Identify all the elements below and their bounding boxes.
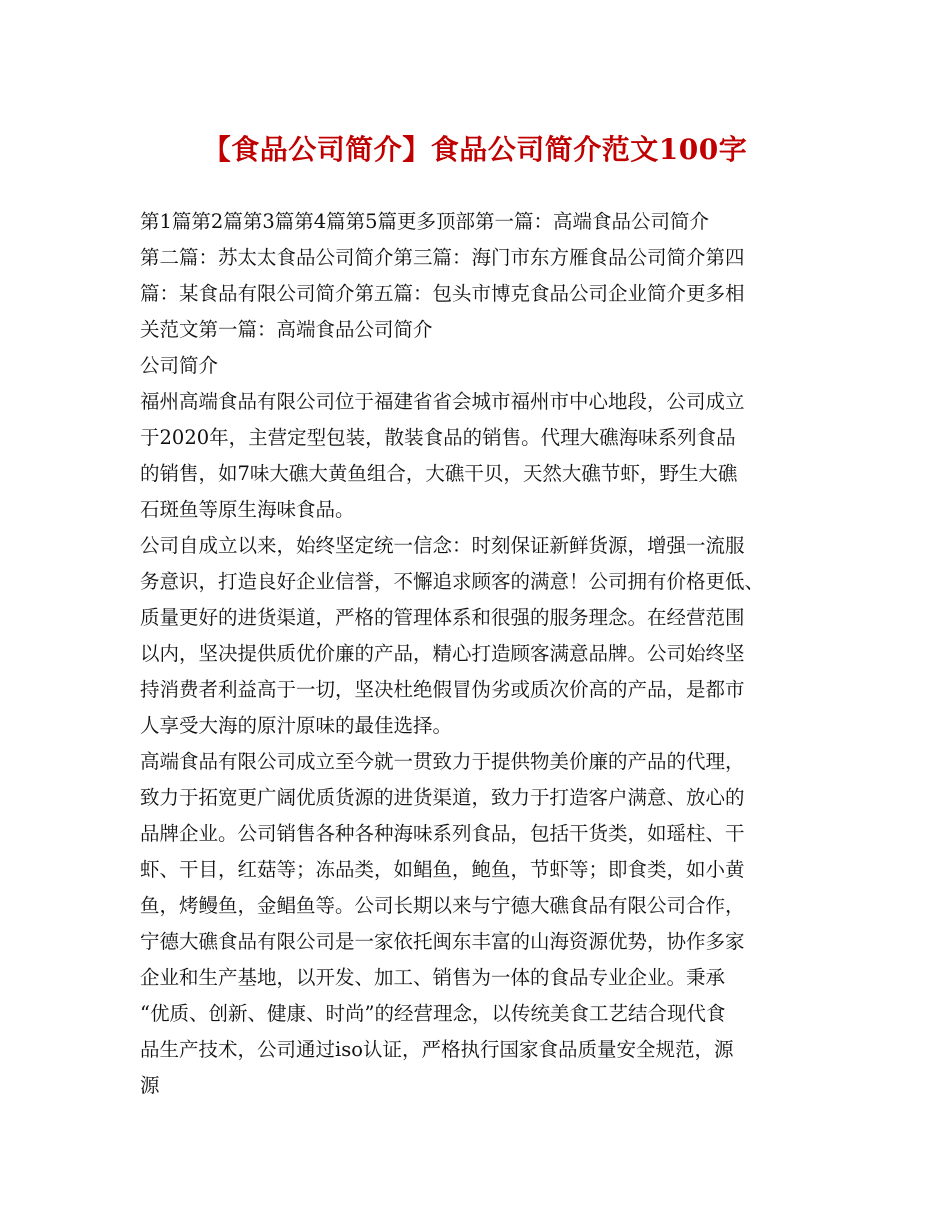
text-line: 高端食品有限公司成立至今就一贯致力于提供物美价廉的产品的代理， <box>140 750 745 773</box>
text-line: 持消费者利益高于一切，坚决杜绝假冒伪劣或质次价高的产品，是都市 <box>140 678 745 701</box>
text-line: 第1篇第2篇第3篇第4篇第5篇更多顶部第一篇：高端食品公司简介 <box>140 210 710 233</box>
text-line: 宁德大礁食品有限公司是一家依托闽东丰富的山海资源优势，协作多家 <box>140 930 745 953</box>
text-line: 企业和生产基地，以开发、加工、销售为一体的食品专业企业。秉承 <box>140 966 726 989</box>
text-line: 第二篇：苏太太食品公司简介第三篇：海门市东方雁食品公司简介第四 <box>140 246 745 269</box>
text-line: 石斑鱼等原生海味食品。 <box>140 498 355 521</box>
text-line: 虾、干目，红菇等；冻品类，如鲳鱼，鲍鱼，节虾等；即食类，如小黄 <box>140 858 745 881</box>
text-line: 人享受大海的原汁原味的最佳选择。 <box>140 714 453 737</box>
text-line: “优质、创新、健康、时尚”的经营理念，以传统美食工艺结合现代食 <box>140 1002 726 1025</box>
text-line: 源 <box>140 1074 160 1097</box>
document-body <box>140 204 818 1104</box>
section-heading: 公司简介 <box>140 354 219 377</box>
text-line: 以内，坚决提供质优价廉的产品，精心打造顾客满意品牌。公司始终坚 <box>140 642 745 665</box>
text-line: 品生产技术，公司通过iso认证，严格执行国家食品质量安全规范，源 <box>140 1038 734 1061</box>
text-line: 于2020年，主营定型包装，散装食品的销售。代理大礁海味系列食品 <box>140 426 736 449</box>
text-line: 质量更好的进货渠道，严格的管理体系和很强的服务理念。在经营范围 <box>140 606 745 629</box>
text-line: 致力于拓宽更广阔优质货源的进货渠道，致力于打造客户满意、放心的 <box>140 786 745 809</box>
text-line: 品牌企业。公司销售各种各种海味系列食品，包括干货类，如瑶柱、干 <box>140 822 745 845</box>
text-line: 鱼，烤鳗鱼，金鲳鱼等。公司长期以来与宁德大礁食品有限公司合作， <box>140 894 745 917</box>
text-line: 务意识，打造良好企业信誉，不懈追求顾客的满意！公司拥有价格更低、 <box>140 570 765 593</box>
text-line: 公司自成立以来，始终坚定统一信念：时刻保证新鲜货源，增强一流服 <box>140 534 745 557</box>
text-line: 关范文第一篇：高端食品公司简介 <box>140 318 433 341</box>
text-line: 的销售，如7味大礁大黄鱼组合，大礁干贝，天然大礁节虾，野生大礁 <box>140 462 738 485</box>
text-line: 福州高端食品有限公司位于福建省省会城市福州市中心地段，公司成立 <box>140 390 745 413</box>
document-title: 【食品公司简介】食品公司简介范文100字 <box>202 133 748 166</box>
text-line: 篇：某食品有限公司简介第五篇：包头市博克食品公司企业简介更多相 <box>140 282 745 305</box>
